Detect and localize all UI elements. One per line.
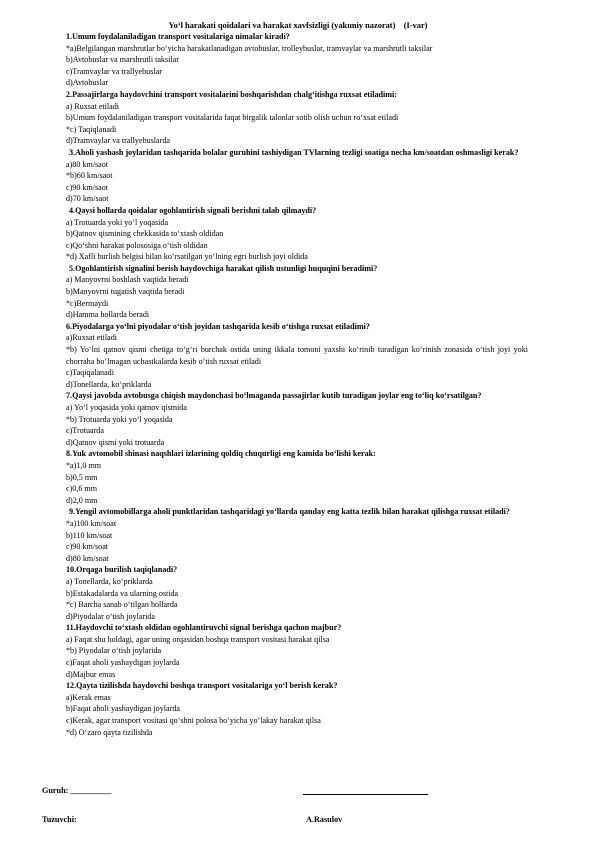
answer-option: b)0,5 mm: [66, 472, 98, 482]
page-title: Yo‘l harakati qoidalari va harakat xavfsizligi (yakuniy nazorat) (I-var): [168, 21, 428, 30]
answer-option: b)Manyovrni tugatish vaqtida beradi: [66, 287, 185, 297]
author-name: A.Rasulov: [306, 815, 343, 824]
answer-option: *a)100 km/soat: [66, 518, 117, 528]
answer-option: a) Tonellarda, ko‘priklarda: [66, 576, 153, 586]
answer-option: a) Faqat shu holdagi, agar uning orqasidan boshqa transport vositasi harakat qilsa: [66, 634, 330, 644]
answer-option: *b) Trotuarda yoki yo‘l yoqasida: [66, 414, 173, 424]
answer-option: *b) Piyodalar o‘tish joylarida: [66, 646, 162, 656]
question-text: 4.Qaysi hollarda qoidalar ogohlantirish signali berishni talab qilmaydi?: [69, 205, 317, 215]
answer-option: *a)Belgilangan marshrutlar bo‘yicha harakatlanadigan avtobuslar, trolleybuslar, tramvaylar va marshrutli taksilar: [66, 43, 433, 53]
answer-option: c)Kerak, agar transport vositasi qo‘shni polosa bo‘yicha yo‘lakay harakat qilsa: [66, 716, 321, 726]
answer-option: *c)Bermaydi: [66, 298, 109, 308]
answer-option: d)Majbur emas: [66, 669, 116, 679]
answer-option: a)80 km/saot: [66, 159, 109, 169]
answer-option: a) Manyovrni boshlash vaqtida beradi: [66, 275, 189, 285]
answer-option: *c) Barcha sanab o‘tilgan hollarda: [66, 600, 178, 610]
answer-option: *a)1,0 mm: [66, 460, 102, 470]
answer-option: d)Qatnov qismi yoki trotuarda: [66, 437, 165, 447]
signature-line: [303, 794, 428, 795]
answer-option: b)Avtobuslar va marshrutli taksilar: [66, 55, 179, 65]
answer-option: a) Ruxsat etiladi: [66, 101, 120, 111]
answer-option: b)110 km/soat: [66, 530, 113, 540]
answer-option: b)Qatnov qismining chekkasida to‘xtash oldidan: [66, 229, 224, 239]
answer-option: b)Estakadalarda va ularning ostida: [66, 588, 179, 598]
question-text: 7.Qaysi javobda avtobusga chiqish maydonchasi bo‘lmaganda passajirlar kutib turadigan joylar eng to‘liq ko‘rsatilgan?: [66, 391, 482, 401]
answer-option: *c) Taqiqlanadi: [66, 124, 117, 134]
answer-option: c)90 km/saot: [66, 182, 109, 192]
answer-option: a)Ruxsat etiladi: [66, 333, 118, 343]
question-text: 3.Aholi yashash joylaridan tashqarida bolalar guruhini tashiydigan TVlarning tezligi soatiga necha km/soatdan oshmasligi kerak?: [69, 147, 519, 157]
question-text: 11.Haydovchi to‘xtash oldidan ogohlantiruvchi signal berishga qachon majbur?: [66, 623, 342, 633]
answer-option: d)Tonellarda, ko‘priklarda: [66, 379, 152, 389]
answer-option: *b)60 km/saot: [66, 171, 113, 181]
answer-option: c)Trotuarda: [66, 426, 104, 436]
group-label: Guruh: __________: [42, 786, 112, 795]
question-text: 5.Ogohlantirish signalini berish haydovchiga harakat qilish ustunligi huquqini beradimi?: [69, 263, 378, 273]
question-text: 10.Orqaga burilish taqiqlanadi?: [66, 565, 178, 575]
answer-option: c)0,6 mm: [66, 484, 98, 494]
answer-option: b)Umum foydalaniladigan transport vositalarida faqat birgalik talonlar sotib olish uchun ro‘xsat etiladi: [66, 113, 399, 123]
answer-option: a) Trotuarda yoki yo‘l yoqasida: [66, 217, 169, 227]
answer-option: c)90 km/soat: [66, 542, 109, 552]
answer-option: d)Tramvaylar va trallyebuslarda: [66, 136, 170, 146]
answer-option: d)2,0 mm: [66, 495, 98, 505]
answer-option: a) Yo‘l yoqasida yoki qatnov qismida: [66, 403, 187, 412]
answer-option: d)Hamma hollarda beradi: [66, 310, 150, 320]
answer-option: d)70 km/saot: [66, 194, 109, 204]
answer-option: d)Piyodalar o‘tish joylarida: [66, 611, 156, 621]
answer-option: c)Taqiqalanadi: [66, 368, 114, 378]
question-text: 9.Yengil avtomobillarga aholi punktlaridan tashqaridagi yo‘llarda qanday eng katta tezlik bilan harakat qilishga ruxsat etiladi?: [69, 507, 510, 517]
answer-option: c)Qo‘shni harakat polososiga o‘tish oldidan: [66, 240, 208, 250]
question-text: 12.Qayta tizilishda haydovchi boshqa transport vositalariga yo‘l berish kerak?: [66, 681, 338, 691]
answer-option: c)Tramvaylar va trallyebuslar: [66, 66, 162, 76]
answer-option: b)Faqat aholi yashaydigan joylarda: [66, 704, 180, 714]
question-text: 2.Passajirlarga haydovchini transport vositalarini boshqarishdan chalg‘itishga ruxsat etiladimi:: [66, 89, 397, 99]
answer-option: d)Avtobuslar: [66, 78, 109, 88]
answer-option: a)Kerak emas: [66, 692, 111, 702]
question-text: 8.Yuk avtomobil shinasi naqshlari izlarining qoldiq chuqurligi eng kamida bo‘lishi kerak:: [66, 449, 376, 459]
answer-option: *d) Xafli burlish belgisi bilan ko‘rsatilgan yo‘lning egri burlish joyi oldida: [66, 252, 308, 262]
answer-option: *b) Yo‘lni qatnov qismi chetiga to‘g‘ri burchak ostida uning ikkala tomoni yaxshi ko‘rinib turadigan ko‘rinish zonasida o‘tish joyi yoki chorraha bo‘lmagan uchastkalarda kesib o‘tish ruxsat etiladi: [66, 345, 528, 366]
questions-list: [66, 31, 528, 738]
question-text: 6.Piyodalarga yo‘lni piyodalar o‘tish joyidan tashqarida kesib o‘tishga ruxsat etiladimi?: [66, 321, 370, 331]
answer-option: *d) O‘zaro qayta tizilishda: [66, 727, 153, 737]
author-label: Tuzuvchi:: [42, 815, 77, 824]
answer-option: d)80 km/soat: [66, 553, 109, 563]
answer-option: c)Faqat aholi yashaydigan joylarda: [66, 658, 180, 668]
question-text: 1.Umum foydalaniladigan transport vositalariga nimalar kiradi?: [66, 32, 290, 41]
